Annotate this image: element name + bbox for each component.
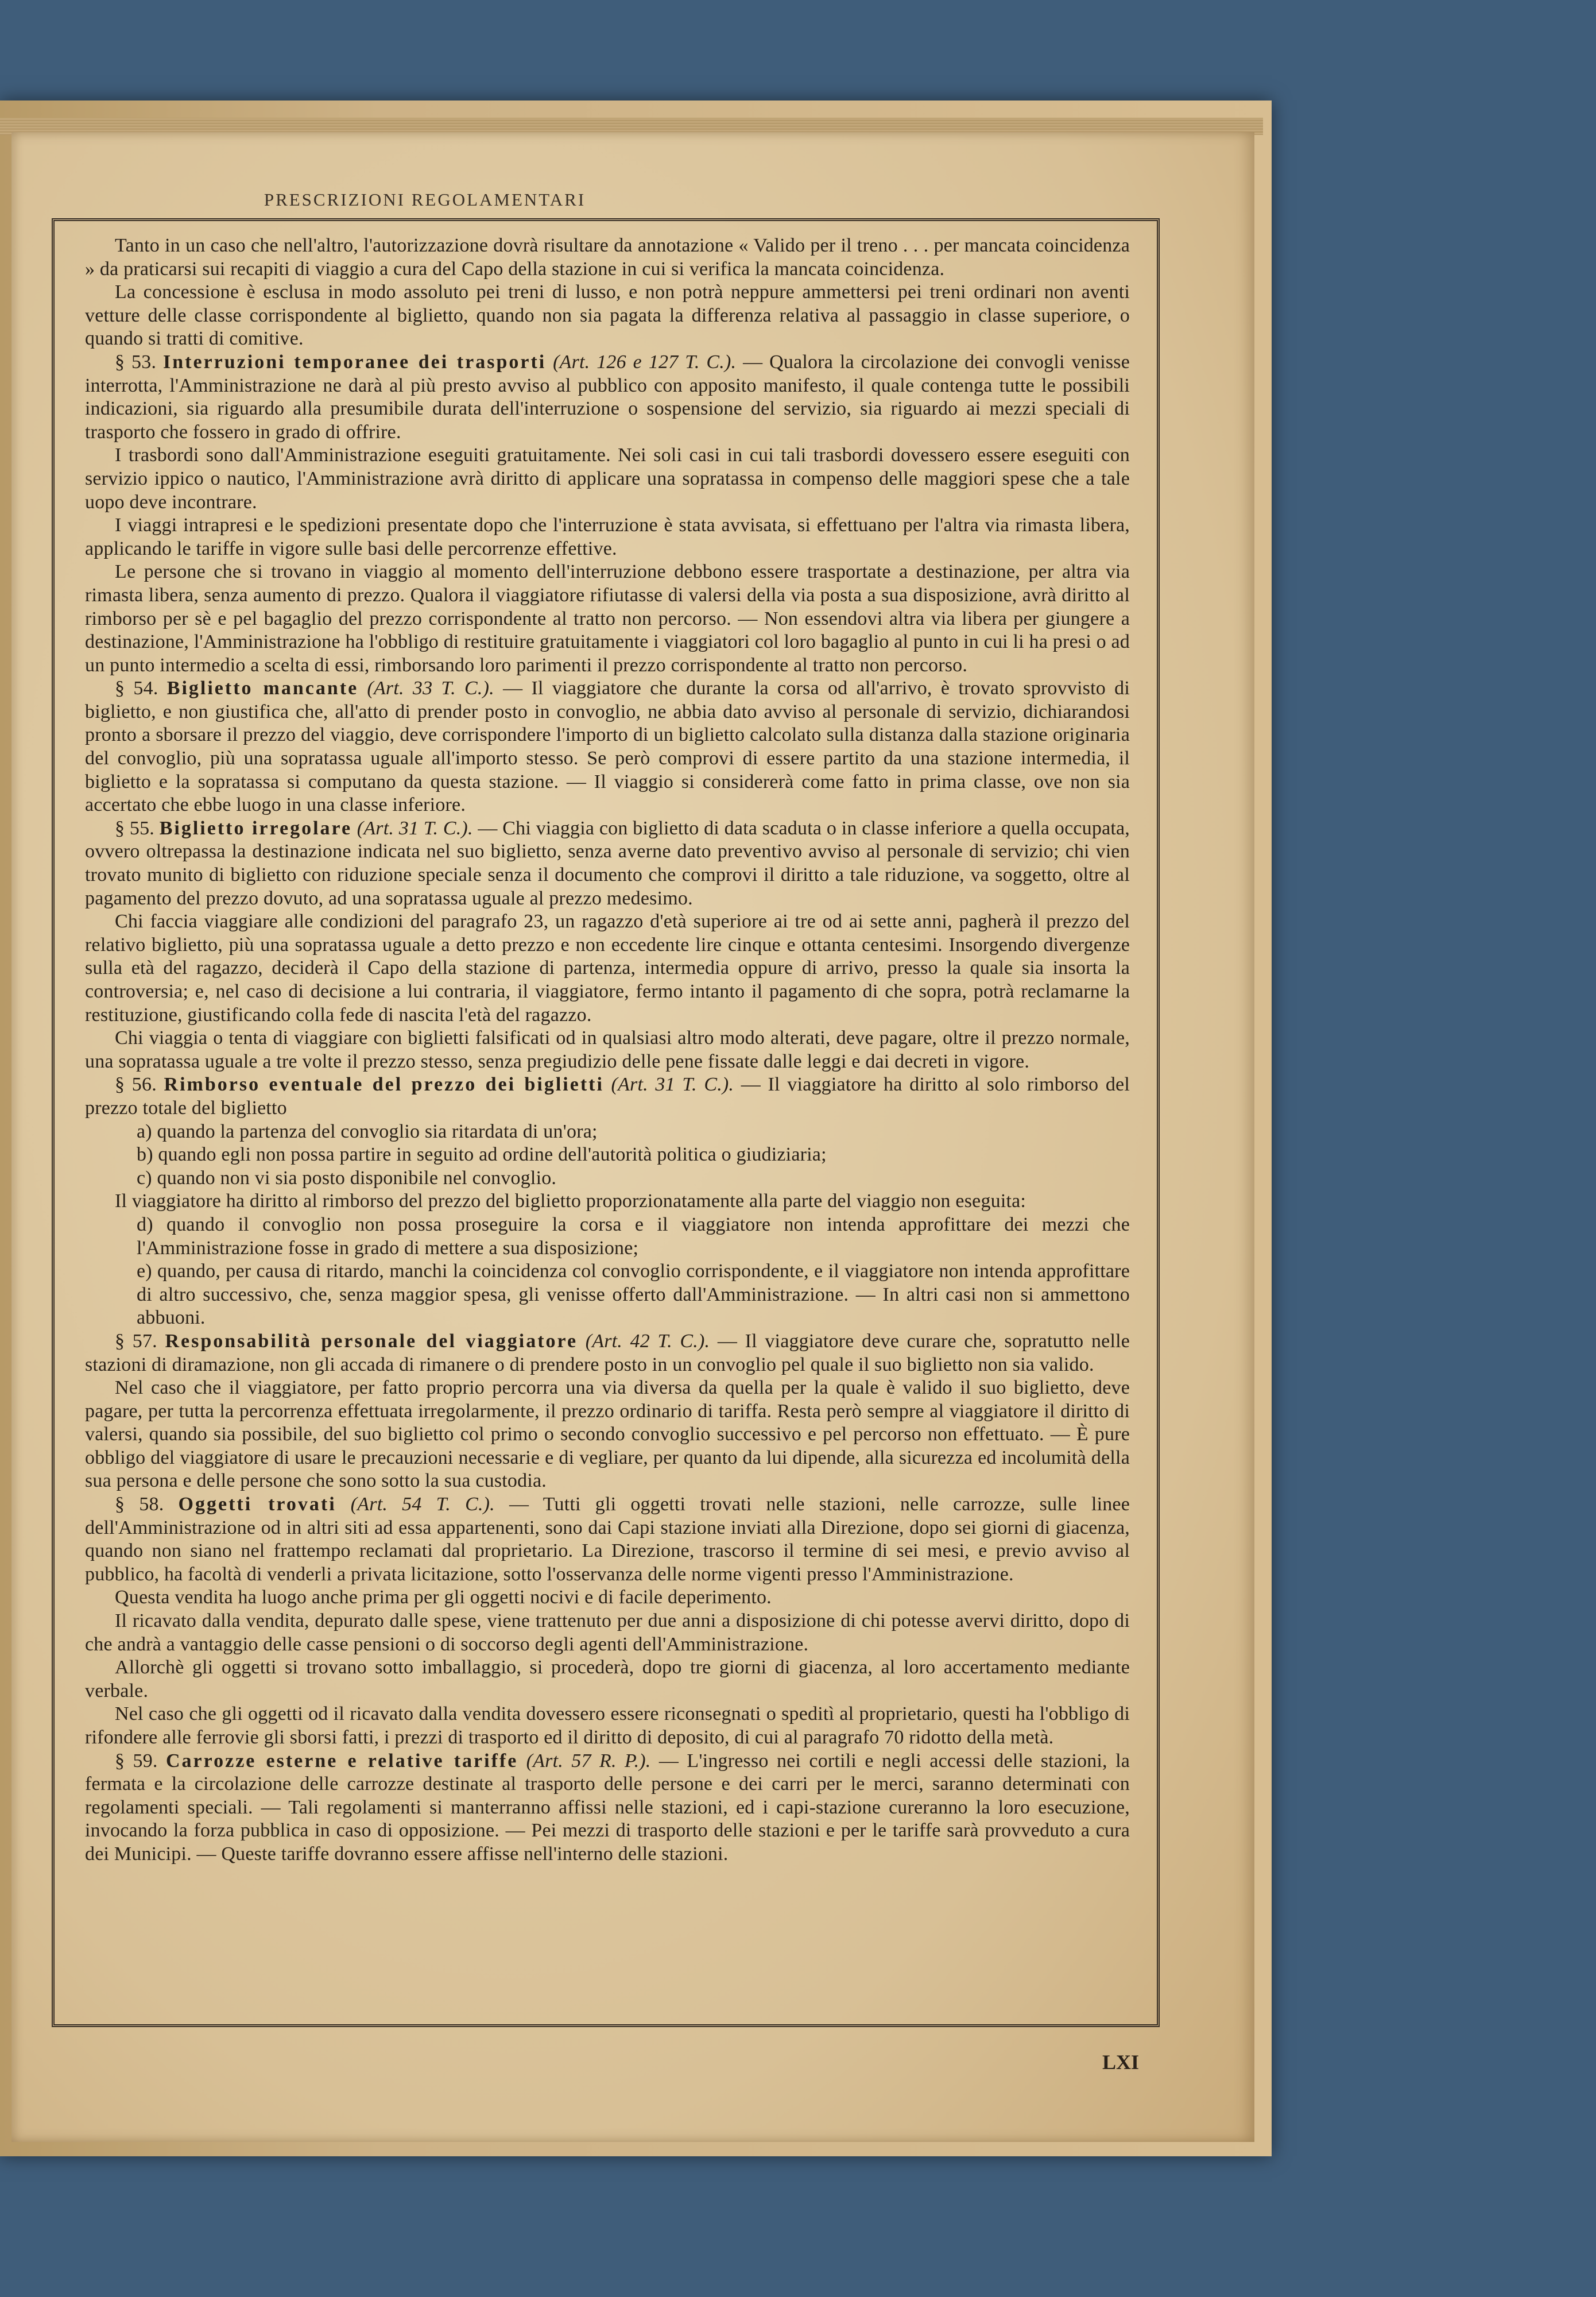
section-number: § 59. xyxy=(115,1750,158,1772)
list-item: b) quando egli non possa partire in seguito ad ordine dell'autorità politica o giudiziaria; xyxy=(137,1144,827,1166)
paragraph: La concessione è esclusa in modo assoluto pei treni di lusso, e non potrà neppure ammettersi pei treni ordinari non aventi vetture delle classe corrispondente al biglietto, quando non sia pagata la differenza relativa al passaggio in classe superiore, o quando si tratti di comitive. xyxy=(85,281,1130,350)
list-item: e) quando, per causa di ritardo, manchi la coincidenza col convoglio corrispondente, e il viaggiatore non intenda approfittare di altro successivo, che, senza maggior spesa, gli venisse offerto dall'Amministrazione. — In altri casi non si ammettono abbuoni. xyxy=(137,1260,1130,1329)
paragraph: I viaggi intrapresi e le spedizioni presentate dopo che l'interruzione è stata avvisata, si effettuano per l'altra via rimasta libera, applicando le tariffe in vigore sulle basi delle percorrenze effettive. xyxy=(85,515,1130,559)
section-title: Interruzioni temporanee dei trasporti xyxy=(163,351,547,373)
section-lead: — Qualora la circolazione dei convogli venisse interrotta, l'Amministrazione ne darà al più presto avviso al pubblico con apposito manifesto, il quale contenga tutte le possibili indicazioni, sia riguardo alla presumibile durata dell'interruzione o sospensione del servizio, sia riguardo ai mezzi speciali di trasporto che fossero in grado di offrire. xyxy=(85,351,1130,443)
section-55 xyxy=(85,817,1130,910)
list-item: c) quando non vi sia posto disponibile nel convoglio. xyxy=(137,1167,557,1189)
section-article: (Art. 33 T. C.). xyxy=(367,678,494,699)
section-number: § 55. xyxy=(115,817,155,839)
section-title: Biglietto mancante xyxy=(166,678,359,699)
paragraph: Chi faccia viaggiare alle condizioni del paragrafo 23, un ragazzo d'età superiore ai tre od ai sette anni, pagherà il prezzo del relativo biglietto, più una sopratassa uguale a detto prezzo e non eccedente lire cinque e ottanta centesimi. Insorgendo divergenze sulla età del ragazzo, deciderà il Capo della stazione di partenza, intermedia oppure di arrivo, presso la quale sia insorta la controversia; e, nel caso di decisione a lui contraria, il viaggiatore, fermo intanto il pagamento di che sopra, potrà reclamarne la restituzione, giustificando colla fede di nascita l'età del ragazzo. xyxy=(85,911,1130,1026)
running-head: PRESCRIZIONI REGOLAMENTARI xyxy=(264,190,586,210)
section-lead: — Il viaggiatore che durante la corsa od all'arrivo, è trovato sprovvisto di biglietto, e non giustifica che, all'atto di prender posto in convoglio, ne abbia dato avviso al personale di servizio, dichiarandosi pronto a sborsare il prezzo del viaggio, deve corrispondere l'importo di un biglietto calcolato sulla distanza dalla stazione originaria del convoglio, più una sopratassa uguale all'importo stesso. Se però comprovi di essere partito da una stazione intermedia, il biglietto e la sopratassa si computano da questa stazione. — Il viaggio si considererà come fatto in prima classe, ove non sia accertato che ebbe luogo in una classe inferiore. xyxy=(85,678,1130,816)
section-article: (Art. 42 T. C.). xyxy=(585,1330,710,1352)
paragraph: Chi viaggia o tenta di viaggiare con biglietti falsificati od in qualsiasi altro modo alterati, deve pagare, oltre il prezzo normale, una sopratassa uguale a tre volte il prezzo stesso, senza pregiudizio delle pene fissate dalle leggi e dai decreti in vigore. xyxy=(85,1027,1130,1072)
section-lead: — Chi viaggia con biglietto di data scaduta o in classe inferiore a quella occupata, ovvero oltrepassa la destinazione indicata nel suo biglietto, senza averne dato preventivo avviso al personale di servizio; chi vien trovato munito di biglietto con riduzione speciale senza il documento che comprovi il diritto a tale riduzione, va soggetto, oltre al pagamento del prezzo dovuto, ad una sopratassa uguale al prezzo medesimo. xyxy=(85,817,1130,909)
section-lead: — Tutti gli oggetti trovati nelle stazioni, nelle carrozze, sulle linee dell'Amministrazione od in altri siti ad essa appartenenti, sono dai Capi stazione inviati alla Direzione, dopo sei giorni di giacenza, quando non siano nel frattempo reclamati dal proprietario. La Direzione, trascorso il termine di sei mesi, e previo avviso al pubblico, ha facoltà di venderli a privata licitazione, sotto l'osservanza delle norme vigenti presso l'Amministrazione. xyxy=(85,1494,1130,1585)
section-article: (Art. 126 e 127 T. C.). xyxy=(553,351,737,373)
paragraph: Tanto in un caso che nell'altro, l'autorizzazione dovrà risultare da annotazione « Valido per il treno . . . per mancata coincidenza » da praticarsi sui recapiti di viaggio a cura del Capo della stazione in cui si verifica la mancata coincidenza. xyxy=(85,235,1130,280)
section-lead: — Il viaggiatore ha diritto al solo rimborso del prezzo totale del biglietto xyxy=(85,1074,1130,1119)
list-item: d) quando il convoglio non possa proseguire la corsa e il viaggiatore non intenda approfittare dei mezzi che l'Amministrazione fosse in grado di mettere a sua disposizione; xyxy=(137,1213,1130,1259)
paragraph: I trasbordi sono dall'Amministrazione eseguiti gratuitamente. Nei soli casi in cui tali trasbordi dovessero essere eseguiti con servizio ippico o nautico, l'Amministrazione avrà diritto di applicare una sopratassa in compenso delle maggiori spese che a tale uopo deve incontrare. xyxy=(85,444,1130,513)
section-title: Oggetti trovati xyxy=(178,1494,336,1515)
section-57 xyxy=(85,1330,1130,1376)
section-title: Rimborso eventuale del prezzo dei biglietti xyxy=(164,1074,604,1096)
page-number: LXI xyxy=(1102,2051,1140,2074)
book-page xyxy=(11,132,1254,2142)
section-title: Biglietto irregolare xyxy=(159,817,352,839)
page-content xyxy=(85,234,1130,1866)
paragraph: Il viaggiatore ha diritto al rimborso del prezzo del biglietto proporzionatamente alla parte del viaggio non eseguita: xyxy=(115,1190,1026,1212)
section-54 xyxy=(85,677,1130,817)
paragraph: Allorchè gli oggetti si trovano sotto imballaggio, si procederà, dopo tre giorni di giacenza, al loro accertamento mediante verbale. xyxy=(85,1657,1130,1702)
section-lead: — L'ingresso nei cortili e negli accessi delle stazioni, la fermata e la circolazione delle carrozze destinate al trasporto delle persone e dei carri per le merci, saranno determinati con regolamenti speciali. — Tali regolamenti si manterranno affissi nelle stazioni, ed i capi-stazione cureranno la loro esecuzione, invocando la forza pubblica in caso di opposizione. — Pei mezzi di trasporto delle stazioni e per le tariffe sarà provveduto a cura dei Municipi. — Queste tariffe dovranno essere affisse nell'interno delle stazioni. xyxy=(85,1750,1130,1865)
section-article: (Art. 31 T. C.). xyxy=(611,1074,734,1096)
section-article: (Art. 57 R. P.). xyxy=(526,1750,651,1772)
section-number: § 58. xyxy=(115,1494,164,1515)
section-number: § 56. xyxy=(115,1074,157,1096)
section-number: § 57. xyxy=(115,1330,157,1352)
paragraph: Il ricavato dalla vendita, depurato dalle spese, viene trattenuto per due anni a disposizione di chi potesse avervi diritto, dopo di che andrà a vantaggio delle casse pensioni o di soccorso degli agenti dell'Amministrazione. xyxy=(85,1610,1130,1655)
section-59 xyxy=(85,1750,1130,1866)
paragraph: Nel caso che il viaggiatore, per fatto proprio percorra una via diversa da quella per la quale è valido il suo biglietto, deve pagare, per tutta la percorrenza effettuata irregolarmente, il prezzo ordinario di tariffa. Resta però sempre al viaggiatore il diritto di valersi, quando sia possibile, del suo biglietto col primo o secondo convoglio successivo e pel percorso non effettuato. — È pure obbligo del viaggiatore di usare le precauzioni necessarie e di vegliare, per quanto da lui dipende, alla sicurezza ed incolumità della sua persona e delle persone che sono sotto la sua custodia. xyxy=(85,1377,1130,1492)
section-title: Responsabilità personale del viaggiatore xyxy=(165,1330,578,1352)
section-number: § 53. xyxy=(115,351,157,373)
paragraph: Questa vendita ha luogo anche prima per gli oggetti nocivi e di facile deperimento. xyxy=(115,1587,772,1608)
section-56 xyxy=(85,1073,1130,1120)
section-article: (Art. 31 T. C.). xyxy=(357,817,473,839)
section-lead: — Il viaggiatore deve curare che, sopratutto nelle stazioni di diramazione, non gli accada di rimanere o di prendere posto in un convoglio pel quale il suo biglietto non sia valido. xyxy=(85,1330,1130,1375)
section-53 xyxy=(85,351,1130,444)
section-article: (Art. 54 T. C.). xyxy=(350,1494,495,1515)
section-58 xyxy=(85,1493,1130,1586)
paragraph: Le persone che si trovano in viaggio al momento dell'interruzione debbono essere trasportate a destinazione, per altra via rimasta libera, senza aumento di prezzo. Qualora il viaggiatore rifiutasse di valersi della via posta a sua disposizione, avrà diritto al rimborso per sè e pel bagaglio del prezzo corrispondente al tratto non percorso. — Non essendovi altra via libera per giungere a destinazione, l'Amministrazione ha l'obbligo di restituire gratuitamente i viaggiatori col loro bagaglio al punto in cui li ha presi o ad un punto intermedio a scelta di essi, rimborsando loro parimenti il prezzo corrispondente al tratto non percorso. xyxy=(85,561,1130,676)
section-number: § 54. xyxy=(115,678,158,699)
section-title: Carrozze esterne e relative tariffe xyxy=(165,1750,518,1772)
list-item: a) quando la partenza del convoglio sia ritardata di un'ora; xyxy=(137,1120,598,1142)
paragraph: Nel caso che gli oggetti od il ricavato dalla vendita dovessero essere riconsegnati o speditì al proprietario, questi ha l'obbligo di rifondere alle ferrovie gli sborsi fatti, i prezzi di trasporto ed il diritto di deposito, di cui al paragrafo 70 ridotto della metà. xyxy=(85,1703,1130,1748)
